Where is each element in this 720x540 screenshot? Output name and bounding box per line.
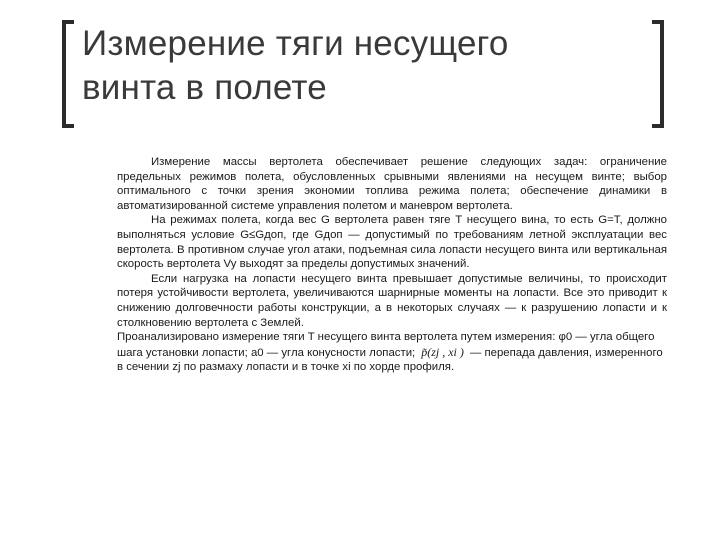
title-line-2: винта в полете <box>82 68 327 107</box>
paragraph-2: На режимах полета, когда вес G вертолета равен тяге T несущего вина, то есть G=T, должно выполняться условие G≤Gдоп, где Gдоп — допустимый по требованиям летной эксплуатации вес вертолета. В противном случае угол атаки, подъемная сила лопасти несущего винта или вертикальная скорость вертолета Vy выходят за пределы допустимых значений. <box>117 214 667 271</box>
title-right-bracket <box>652 20 664 128</box>
slide-body <box>117 155 667 375</box>
paragraph-4-text: Проанализировано измерение тяги T несущего винта вертолета путем измерения: φ0 — угла общего шага установки лопасти; a0 — угла конусности лопасти; <box>117 331 655 359</box>
pressure-formula: p̃(zj , xi ) <box>421 344 464 359</box>
paragraph-4 <box>117 330 667 375</box>
slide-title <box>82 22 642 110</box>
paragraph-4-text-end: — перепада давления, измеренного в сечении zj по размаху лопасти и в точке xi по хорде профиля. <box>117 346 663 374</box>
title-line-1: Измерение тяги несущего <box>82 24 509 63</box>
paragraph-3: Если нагрузка на лопасти несущего винта превышает допустимые величины, то происходит потеря устойчивости вертолета, увеличиваются шарнирные моменты на лопасти. Все это приводит к снижению долговечности работы конструкции, а в некоторых случаях — к разрушению лопасти и к столкновению вертолета с Землей. <box>117 272 667 329</box>
title-left-bracket <box>62 20 74 128</box>
paragraph-1: Измерение массы вертолета обеспечивает решение следующих задач: ограничение предельных режимов полета, обусловленных срывными явлениями на несущем винте; выбор оптимального с точки зрения экономии топлива режима полета; обеспечение динамики в автоматизированной системе управления полетом и маневром вертолета. <box>117 156 667 212</box>
